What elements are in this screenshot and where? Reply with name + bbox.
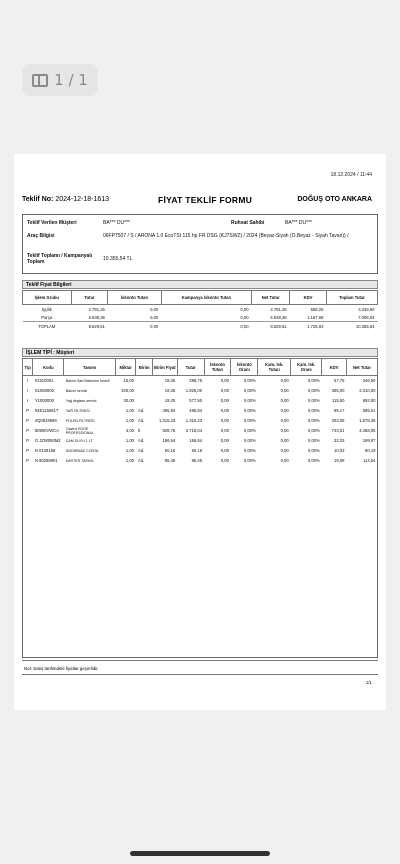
islem-cell: P bbox=[26, 457, 30, 463]
islem-cell: 0,00% bbox=[243, 377, 256, 383]
fiyat-cell: 3.349,50 bbox=[358, 306, 375, 312]
islem-cell: 595,01 bbox=[362, 407, 376, 413]
fiyat-header-cell: Tutar bbox=[71, 291, 108, 305]
islem-cell bbox=[136, 376, 153, 387]
islem-cell: 100,00 bbox=[121, 387, 134, 393]
islem-cell: 114,54 bbox=[363, 457, 376, 463]
islem-cell: 0,00% bbox=[307, 447, 320, 453]
fiyat-cell: 7.006,04 bbox=[358, 314, 375, 320]
islem-cell: P bbox=[26, 407, 30, 413]
document-page bbox=[14, 154, 386, 710]
islem-cell: 10,03 bbox=[333, 447, 345, 453]
islem-cell: 0,00 bbox=[220, 377, 229, 383]
islem-cell: 1.315,23 bbox=[158, 417, 176, 423]
islem-cell: 0,00 bbox=[280, 397, 289, 403]
arac-value: 06FP7507 / S / ARONA 1.0 EcoTSI 115 hp FR DSG (KJ7SWZ) / 2024 (Beyaz-Siyah (O.Beyaz - Siyah Tavan)) / bbox=[103, 233, 349, 239]
islem-cell: Bakım Sarf Malzeme bedeli bbox=[65, 378, 110, 383]
islem-cell: 33,33 bbox=[333, 437, 345, 443]
islem-header-cell: Tanımı bbox=[64, 359, 116, 376]
islem-header-cell: Birim bbox=[136, 359, 153, 376]
islem-cell: 19,25 bbox=[164, 397, 176, 403]
fiyat-cell: 558,25 bbox=[310, 306, 324, 312]
islem-cell: 01510001 bbox=[34, 377, 54, 383]
islem-cell: Yağ degisim servisi bbox=[65, 398, 97, 403]
islem-cell: KARTER TAPASI bbox=[65, 458, 94, 463]
islem-cell: 0,00 bbox=[220, 397, 229, 403]
islem-cell: 199,97 bbox=[362, 437, 376, 443]
islem-cell: YAĞ FİLTRESİ bbox=[65, 408, 90, 413]
islem-cell: 0,00% bbox=[307, 457, 320, 463]
islem-cell: 0,00 bbox=[280, 417, 289, 423]
fiyat-cell: 10.355,54 bbox=[326, 322, 377, 331]
islem-cell: N 0138158 bbox=[34, 447, 56, 453]
ruhsat-label: Ruhsat Sahibi bbox=[231, 220, 265, 226]
fiyat-header-cell: İşlem Grubu bbox=[23, 291, 72, 305]
islem-cell: P bbox=[26, 427, 30, 433]
islem-cell: 04E115561T bbox=[34, 407, 59, 413]
islem-cell: 0,00 bbox=[220, 387, 229, 393]
islem-cell: 19,25 bbox=[164, 377, 176, 383]
islem-cell: 0,00% bbox=[243, 407, 256, 413]
islem-header-cell: Tip bbox=[23, 359, 33, 376]
islem-row bbox=[23, 436, 378, 446]
fiyat-cell: 0,00 bbox=[150, 314, 159, 320]
islem-cell: G JZW050M2 bbox=[34, 437, 61, 443]
teklif-no-value: 2024-12-18-1613 bbox=[55, 196, 110, 203]
islem-cell: 95,45 bbox=[164, 457, 176, 463]
islem-cell bbox=[136, 386, 153, 396]
islem-cell: 0,00% bbox=[307, 427, 320, 433]
islem-cell: 166,64 bbox=[189, 437, 203, 443]
islem-row bbox=[23, 446, 378, 456]
ruhsat-value: BA*** DU*** bbox=[285, 220, 312, 226]
islem-cell: 495,84 bbox=[162, 407, 176, 413]
islem-cell: 0,00 bbox=[220, 427, 229, 433]
islem-cell: 1,00 bbox=[125, 407, 134, 413]
islem-cell: 0,00 bbox=[280, 447, 289, 453]
islem-header-cell: Kam. İsk. Tutarı bbox=[258, 359, 291, 376]
islem-cell: 2Q0819669 bbox=[34, 417, 57, 423]
fiyat-cell: TOPLAM bbox=[23, 322, 72, 331]
fiyat-section-title: Teklif Fiyat Bilgileri bbox=[22, 280, 378, 289]
islem-cell: 1,00 bbox=[125, 437, 134, 443]
islem-cell: I bbox=[27, 397, 29, 403]
islem-cell: 0,00% bbox=[307, 407, 320, 413]
islem-cell: 693,00 bbox=[362, 397, 376, 403]
islem-cell: Ad. bbox=[137, 437, 145, 443]
islem-cell: Bakım servisi bbox=[65, 388, 88, 393]
islem-cell: Y1000000 bbox=[34, 397, 54, 403]
islem-cell: I bbox=[27, 387, 29, 393]
islem-cell: 0,00% bbox=[243, 397, 256, 403]
islem-cell: 0,00 bbox=[280, 387, 289, 393]
islem-cell: 0,00% bbox=[307, 377, 320, 383]
islem-cell: 743,01 bbox=[331, 427, 345, 433]
fiyat-cell: Parça bbox=[41, 314, 53, 320]
islem-header-cell: Kodu bbox=[33, 359, 64, 376]
islem-cell: 2.310,00 bbox=[359, 387, 376, 393]
fiyat-header-cell: Toplam Tutar bbox=[326, 291, 377, 305]
arac-label: Araç Bilgisi bbox=[27, 233, 55, 239]
islem-cell: 0,00 bbox=[220, 407, 229, 413]
islem-cell: 50,16 bbox=[164, 447, 176, 453]
fiyat-row bbox=[23, 305, 378, 314]
islem-cell: 346,50 bbox=[362, 377, 376, 383]
islem-cell: I bbox=[27, 377, 29, 383]
page-indicator-text: 1 / 1 bbox=[54, 71, 88, 89]
toplam-value: 10.355,54 TL bbox=[103, 256, 133, 262]
islem-cell: 99,17 bbox=[333, 407, 345, 413]
company-name: DOĞUŞ OTO ANKARA bbox=[297, 196, 372, 203]
islem-header-cell: Miktar bbox=[115, 359, 136, 376]
print-date: 18.12.2024 / 11:44 bbox=[330, 172, 372, 178]
page-thumbnail-icon bbox=[32, 74, 48, 87]
islem-header-cell: Tutar bbox=[177, 359, 204, 376]
islem-cell: 0,00% bbox=[307, 387, 320, 393]
fiyat-cell: 0,00 bbox=[240, 314, 249, 320]
musteri-value: BA*** DU*** bbox=[103, 220, 130, 226]
islem-cell: 1,00 bbox=[125, 457, 134, 463]
fiyat-cell: 0,00 bbox=[108, 322, 161, 331]
islem-row bbox=[23, 386, 378, 396]
islem-table bbox=[22, 358, 378, 466]
islem-header-cell: Birim Fiyat bbox=[152, 359, 177, 376]
islem-row bbox=[23, 416, 378, 426]
islem-cell: 1.925,00 bbox=[185, 387, 203, 393]
islem-cell: 50900VWCA bbox=[34, 427, 60, 433]
islem-cell: 4.458,05 bbox=[359, 427, 376, 433]
islem-cell: Ad. bbox=[137, 447, 145, 453]
islem-cell: 0,00 bbox=[280, 437, 289, 443]
islem-cell: 0,00% bbox=[307, 397, 320, 403]
fiyat-cell: 5.838,36 bbox=[270, 314, 287, 320]
islem-cell: 3.715,04 bbox=[185, 427, 203, 433]
fiyat-cell: 0,00 bbox=[161, 322, 251, 331]
fiyat-cell: 0,00 bbox=[240, 306, 249, 312]
islem-cell: 263,05 bbox=[331, 417, 345, 423]
info-box bbox=[22, 214, 378, 274]
islem-cell: 0,00% bbox=[307, 417, 320, 423]
islem-cell: 1,00 bbox=[125, 447, 134, 453]
divider bbox=[22, 674, 378, 675]
toplam-label: Teklif Toplamı / Kampanyalı Toplam bbox=[27, 253, 93, 265]
islem-cell: 928,76 bbox=[162, 427, 176, 433]
musteri-label: Teklif Verilen Müşteri bbox=[27, 220, 77, 226]
islem-header-cell: İskonto Tutarı bbox=[204, 359, 231, 376]
islem-cell: P bbox=[26, 437, 30, 443]
islem-cell: 0,00 bbox=[280, 457, 289, 463]
islem-row bbox=[23, 406, 378, 416]
fiyat-cell: 8.629,61 bbox=[71, 322, 108, 331]
islem-cell: 0,00 bbox=[220, 457, 229, 463]
islem-cell: 288,75 bbox=[189, 377, 203, 383]
islem-cell: 385,00 bbox=[331, 387, 345, 393]
islem-row bbox=[23, 376, 378, 387]
fiyat-header-cell: Kampanya İskonto Tutarı bbox=[161, 291, 251, 305]
islem-cell: 0,00% bbox=[243, 457, 256, 463]
islem-cell: 15,00 bbox=[123, 377, 134, 383]
islem-cell: S1050000 bbox=[34, 387, 54, 393]
islem-cell: 0,00% bbox=[243, 427, 256, 433]
fiyat-header-cell: Net Tutar bbox=[252, 291, 290, 305]
fiyat-cell: 8.629,61 bbox=[252, 322, 290, 331]
fiyat-cell: 1.167,68 bbox=[307, 314, 324, 320]
islem-cell: Ad. bbox=[137, 417, 145, 423]
islem-cell: Ad. bbox=[137, 407, 145, 413]
page-number: 1/1 bbox=[365, 680, 372, 685]
islem-cell: 0,00 bbox=[280, 407, 289, 413]
teklif-no bbox=[22, 196, 109, 203]
islem-cell: 0,00 bbox=[280, 377, 289, 383]
islem-cell: 1.315,23 bbox=[185, 417, 203, 423]
fiyat-header-cell: İskonto Tutarı bbox=[108, 291, 161, 305]
islem-header-cell: KDV bbox=[322, 359, 347, 376]
islem-cell: 0,00 bbox=[220, 437, 229, 443]
home-indicator[interactable] bbox=[130, 851, 270, 856]
fiyat-cell: İşçilik bbox=[41, 306, 52, 312]
islem-cell: 495,84 bbox=[189, 407, 203, 413]
islem-row bbox=[23, 456, 378, 466]
islem-cell: 0,00% bbox=[307, 437, 320, 443]
fiyat-cell: 2.791,25 bbox=[88, 306, 105, 312]
islem-cell: 0,00% bbox=[243, 437, 256, 443]
islem-cell: Ad. bbox=[137, 457, 145, 463]
islem-row bbox=[23, 426, 378, 436]
islem-cell: 577,50 bbox=[189, 397, 203, 403]
fiyat-table bbox=[22, 290, 378, 330]
islem-cell: lt bbox=[137, 427, 141, 433]
islem-cell: 0,00 bbox=[280, 427, 289, 433]
divider bbox=[22, 660, 378, 661]
islem-cell: 0,00 bbox=[220, 417, 229, 423]
form-title: FİYAT TEKLİF FORMU bbox=[158, 195, 253, 205]
footer-note: Not: Satış tarihindeki fiyatlar geçerlidir. bbox=[24, 666, 99, 671]
fiyat-header-cell: KDV bbox=[290, 291, 327, 305]
islem-cell: 1,00 bbox=[125, 417, 134, 423]
islem-cell: SIZDIRMAZ CONTA bbox=[65, 448, 99, 453]
islem-cell: 4,00 bbox=[125, 427, 134, 433]
islem-cell: 19,25 bbox=[164, 387, 176, 393]
islem-cell: 60,19 bbox=[365, 447, 376, 453]
fiyat-row bbox=[23, 313, 378, 322]
islem-cell: N 90288901 bbox=[34, 457, 58, 463]
islem-cell: CAM SUYU 1 LT bbox=[65, 438, 93, 443]
fiyat-cell: 0,00 bbox=[150, 306, 159, 312]
islem-cell: 95,45 bbox=[191, 457, 203, 463]
fiyat-cell: 1.725,93 bbox=[290, 322, 327, 331]
islem-cell: 30,00 bbox=[123, 397, 134, 403]
islem-row bbox=[23, 396, 378, 406]
islem-cell: 0,00% bbox=[243, 387, 256, 393]
islem-cell: 50,16 bbox=[191, 447, 203, 453]
islem-cell: 115,50 bbox=[331, 397, 345, 403]
islem-cell: P bbox=[26, 447, 30, 453]
islem-cell: 1.578,28 bbox=[359, 417, 376, 423]
islem-cell: 19,09 bbox=[333, 457, 345, 463]
fiyat-row bbox=[23, 322, 378, 331]
islem-header-cell: Kam. İsk. Oranı bbox=[291, 359, 322, 376]
islem-cell: 0,00% bbox=[243, 447, 256, 453]
fiyat-cell: 2.791,25 bbox=[270, 306, 287, 312]
islem-section-title: İŞLEM TİPİ : Müşteri bbox=[22, 348, 378, 357]
islem-cell: 0,00 bbox=[220, 447, 229, 453]
islem-cell: 166,64 bbox=[162, 437, 176, 443]
islem-cell: POLEN FİLTRESİ bbox=[65, 418, 95, 423]
islem-header-cell: Net Tutar bbox=[346, 359, 377, 376]
islem-cell bbox=[136, 396, 153, 406]
islem-cell: 57,75 bbox=[333, 377, 345, 383]
islem-cell: Castrol EDGE PROFESSIONAL bbox=[65, 426, 94, 435]
islem-cell: P bbox=[26, 417, 30, 423]
fiyat-cell: 5.838,36 bbox=[88, 314, 105, 320]
islem-header-cell: İskonto Oranı bbox=[231, 359, 258, 376]
teklif-no-label: Teklif No: bbox=[22, 196, 54, 203]
page-indicator[interactable] bbox=[22, 64, 98, 96]
islem-cell: 0,00% bbox=[243, 417, 256, 423]
